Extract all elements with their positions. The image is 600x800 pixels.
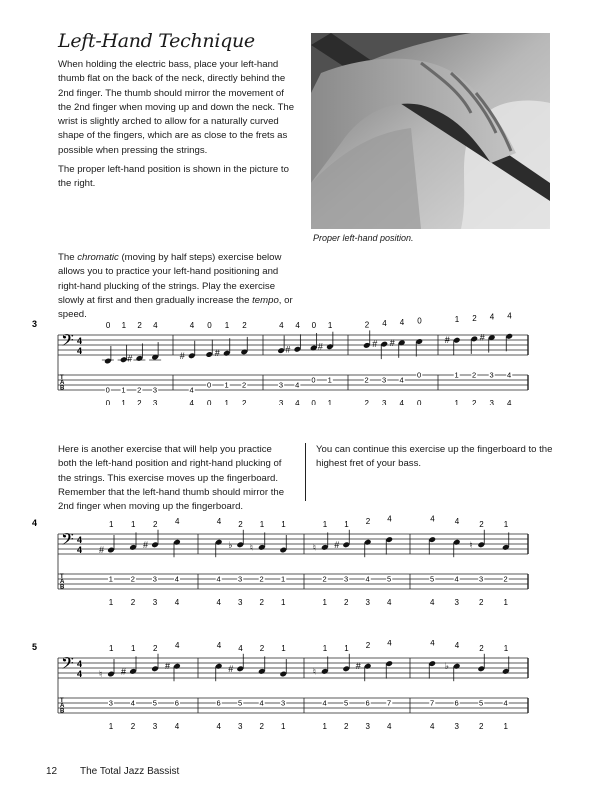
tab-fret-number: 4 (322, 698, 327, 708)
below-tab-number: 1 (280, 722, 286, 731)
photo-caption: Proper left-hand position. (313, 233, 414, 243)
tab-fret-number: 6 (216, 698, 221, 708)
tab-fret-number: 4 (506, 370, 512, 380)
below-tab-number: 1 (322, 722, 327, 731)
accidental: # (179, 350, 185, 361)
fingering-number: 1 (109, 644, 114, 653)
fingering-number: 1 (327, 321, 333, 330)
fingering-number: 4 (399, 317, 405, 327)
below-tab-number: 2 (343, 722, 349, 731)
tab-fret-number: 2 (322, 574, 327, 584)
time-signature-top: 4 (77, 659, 83, 669)
fingering-number: 4 (279, 321, 284, 330)
tab-fret-number: 0 (206, 380, 212, 390)
accidental: # (165, 661, 171, 672)
accidental: ♭ (444, 661, 449, 672)
below-tab-number: 2 (478, 598, 484, 607)
tab-fret-number: 1 (108, 574, 113, 584)
tab-fret-number: 6 (365, 698, 370, 708)
below-tab-number: 0 (206, 399, 212, 405)
accidental: # (228, 663, 234, 674)
tab-fret-number: 4 (216, 574, 221, 584)
fingering-number: 1 (131, 520, 136, 529)
fingering-number: 2 (364, 320, 370, 330)
fingering-number: 4 (175, 641, 180, 651)
tab-fret-number: 3 (152, 574, 157, 584)
below-tab-number: 1 (121, 399, 126, 405)
tab-fret-number: 5 (386, 574, 392, 584)
below-tab-number: 3 (365, 722, 370, 731)
fingering-number: 4 (189, 321, 195, 330)
left-hand-photo (311, 33, 550, 229)
fingering-number: 2 (472, 313, 477, 323)
accidental: # (479, 332, 485, 343)
below-tab-number: 4 (429, 722, 435, 731)
fingering-number: 2 (242, 321, 247, 330)
fingering-number: 2 (153, 519, 158, 529)
tab-letter: A (60, 703, 65, 710)
below-tab-number: 0 (416, 399, 422, 405)
tab-fret-number: 3 (489, 370, 494, 380)
chromatic-middle: (moving by half steps) exercise below allows you to practice your left-hand positioning and right-hand plucking of the strings. Play the exercise slowly at first and then gradually increase the (58, 252, 282, 306)
tab-fret-number: 3 (280, 698, 286, 708)
example-4-notation (0, 508, 600, 618)
below-tab-number: 4 (386, 722, 392, 731)
tab-fret-number: 1 (224, 380, 229, 390)
chromatic-after: , or speed. (58, 294, 293, 321)
tab-letter: A (60, 380, 65, 387)
tab-fret-number: 3 (237, 574, 243, 584)
accidental: ♮ (249, 542, 253, 553)
fingering-number: 4 (216, 641, 222, 651)
section-title: Left-Hand Technique (58, 30, 255, 52)
fingering-number: 4 (454, 517, 460, 527)
fingering-number: 4 (238, 643, 243, 653)
below-tab-number: 2 (471, 399, 477, 405)
tab-fret-number: 1 (327, 375, 332, 385)
fingering-number: 1 (281, 644, 286, 653)
below-tab-number: 1 (108, 598, 114, 607)
fingering-number: 4 (430, 514, 435, 524)
tab-fret-number: 2 (471, 370, 477, 380)
below-tab-number: 4 (386, 598, 392, 607)
fingering-number: 2 (479, 519, 484, 529)
accidental: ♮ (469, 539, 473, 550)
below-tab-number: 2 (130, 722, 136, 731)
fingering-number: 4 (454, 641, 460, 651)
below-tab-number: 1 (108, 722, 114, 731)
tab-fret-number: 4 (454, 574, 459, 584)
below-tab-number: 2 (130, 598, 136, 607)
tab-fret-number: 4 (130, 698, 135, 708)
tab-fret-number: 4 (259, 698, 264, 708)
fingering-number: 4 (153, 321, 158, 330)
tab-fret-number: 5 (478, 698, 484, 708)
below-tab-number: 3 (489, 399, 494, 405)
tab-fret-number: 3 (478, 574, 484, 584)
tab-fret-number: 6 (454, 698, 459, 708)
below-tab-number: 2 (137, 399, 142, 405)
below-tab-number: 3 (237, 598, 243, 607)
accidental: # (389, 337, 395, 348)
accidental: # (444, 335, 450, 346)
example-number: 4 (32, 518, 38, 528)
time-signature-bottom: 4 (77, 346, 83, 356)
column-divider (305, 443, 306, 501)
tab-letter: A (60, 579, 65, 586)
accidental: # (317, 341, 323, 352)
fingering-number: 1 (259, 520, 265, 529)
below-tab-number: 4 (174, 722, 180, 731)
tab-letter: B (60, 385, 65, 392)
below-tab-number: 4 (399, 399, 404, 405)
fingering-number: 1 (344, 519, 349, 529)
tab-fret-number: 2 (364, 375, 369, 385)
fingering-number: 2 (259, 644, 265, 653)
position-note: The proper left-hand position is shown in the picture to the right. (58, 164, 289, 190)
example-3-notation (0, 305, 600, 405)
tab-fret-number: 6 (174, 698, 179, 708)
tab-fret-number: 7 (386, 698, 392, 708)
below-tab-number: 0 (105, 399, 111, 405)
fingering-number: 0 (417, 316, 422, 326)
fingering-number: 1 (109, 520, 114, 529)
fingering-number: 2 (479, 643, 484, 653)
below-tab-number: 3 (454, 598, 459, 607)
fingering-number: 4 (175, 517, 180, 527)
fingering-number: 1 (322, 644, 328, 653)
intro-paragraph: When holding the electric bass, place your left-hand thumb flat on the back of the neck, directly behind the 2nd finger. The thumb should mirror the movement of the 2nd finger when moving up and down the neck. The wrist is slightly arched to allow for a naturally curved shape of the fingers, which are as close to the frets as possible when pressing the strings. (58, 59, 295, 156)
tab-fret-number: 2 (241, 380, 247, 390)
fingering-number: 2 (365, 641, 371, 651)
fingering-number: 1 (344, 643, 349, 653)
fingering-number: 0 (105, 321, 111, 330)
below-tab-number: 2 (259, 598, 264, 607)
fingering-number: 1 (322, 520, 328, 529)
book-title: The Total Jazz Bassist (80, 766, 180, 777)
tab-fret-number: 4 (399, 375, 404, 385)
tab-fret-number: 3 (108, 698, 113, 708)
accidental: # (99, 545, 105, 555)
fingering-number: 1 (454, 315, 460, 325)
bass-clef-icon: 𝄢 (61, 332, 74, 354)
below-tab-number: 4 (189, 399, 194, 405)
tab-fret-number: 3 (343, 574, 349, 584)
below-tab-number: 4 (174, 598, 180, 607)
accidental: ♭ (228, 539, 233, 550)
below-tab-number: 3 (278, 399, 284, 405)
fingering-number: 4 (382, 319, 387, 329)
exercise-paragraph: Here is another exercise that will help you practice both the left-hand position and right-hand plucking of the strings. This exercise moves up the fingerboard. Remember that the left-hand thumb should mirror the 2nd finger when moving up the fingerboard. (58, 444, 285, 513)
fingering-number: 0 (311, 321, 317, 330)
tab-fret-number: 7 (429, 698, 435, 708)
tab-fret-number: 0 (105, 385, 110, 395)
page-number: 12 (46, 766, 58, 777)
tab-letter: T (60, 698, 64, 704)
fingering-number: 4 (216, 517, 222, 527)
bass-clef-icon: 𝄢 (61, 531, 74, 553)
fingering-number: 0 (207, 321, 212, 330)
below-tab-number: 4 (216, 598, 221, 607)
fingering-number: 4 (387, 514, 392, 524)
tab-fret-number: 2 (130, 574, 135, 584)
bass-clef-icon: 𝄢 (61, 655, 74, 677)
fingering-number: 1 (503, 644, 509, 653)
below-tab-number: 1 (327, 399, 333, 405)
below-tab-number: 3 (381, 399, 387, 405)
fingering-number: 4 (430, 640, 435, 648)
fingering-number: 1 (503, 520, 509, 529)
fingering-number: 2 (238, 519, 243, 529)
below-tab-number: 1 (503, 722, 508, 731)
tab-fret-number: 3 (381, 375, 387, 385)
tab-fret-number: 0 (416, 370, 422, 380)
below-tab-number: 4 (216, 722, 221, 731)
tab-fret-number: 4 (174, 574, 179, 584)
tab-fret-number: 5 (429, 574, 435, 584)
tempo-term: tempo (252, 294, 279, 306)
below-tab-number: 4 (429, 598, 435, 607)
below-tab-number: 1 (322, 598, 327, 607)
below-tab-number: 4 (295, 399, 300, 405)
tab-fret-number: 4 (189, 385, 194, 395)
tab-fret-number: 2 (259, 574, 264, 584)
tab-letter: T (60, 574, 64, 580)
below-tab-number: 3 (365, 598, 370, 607)
fingering-number: 2 (153, 643, 158, 653)
tab-fret-number: 2 (137, 385, 142, 395)
accidental: ♮ (312, 666, 316, 677)
below-tab-number: 1 (280, 598, 286, 607)
fingering-number: 1 (224, 321, 230, 330)
tab-fret-number: 5 (237, 698, 243, 708)
tab-fret-number: 4 (295, 380, 300, 390)
tab-fret-number: 0 (311, 375, 316, 385)
tab-fret-number: 4 (503, 698, 508, 708)
tab-fret-number: 3 (278, 380, 283, 390)
time-signature-bottom: 4 (77, 669, 83, 679)
accidental: # (143, 539, 149, 550)
fingering-number: 1 (121, 321, 127, 330)
example-5-notation (0, 640, 600, 750)
tab-fret-number: 1 (280, 574, 286, 584)
below-tab-number: 2 (364, 399, 369, 405)
accidental: # (121, 666, 127, 677)
below-tab-number: 3 (152, 598, 158, 607)
below-tab-number: 3 (152, 722, 158, 731)
below-tab-number: 4 (506, 399, 512, 405)
tab-fret-number: 3 (152, 385, 157, 395)
fingering-number: 2 (137, 321, 142, 330)
fingering-number: 4 (295, 321, 300, 330)
exercise-continue-paragraph: You can continue this exercise up the fingerboard to the highest fret of your bass. (316, 444, 553, 470)
fingering-number: 1 (131, 644, 136, 653)
tab-letter: B (60, 584, 65, 591)
tab-fret-number: 5 (343, 698, 349, 708)
below-tab-number: 2 (259, 722, 264, 731)
below-tab-number: 1 (454, 399, 459, 405)
fingering-number: 2 (365, 517, 371, 527)
tab-fret-number: 2 (503, 574, 508, 584)
below-tab-number: 3 (237, 722, 243, 731)
accidental: # (355, 661, 361, 672)
example-number: 3 (32, 319, 38, 329)
chromatic-term: chromatic (77, 252, 119, 263)
below-tab-number: 1 (224, 399, 229, 405)
tab-fret-number: 1 (121, 385, 126, 395)
below-tab-number: 0 (311, 399, 316, 405)
below-tab-number: 1 (503, 598, 508, 607)
tab-fret-number: 4 (365, 574, 370, 584)
time-signature-top: 4 (77, 535, 83, 545)
below-tab-number: 3 (454, 722, 459, 731)
fingering-number: 4 (507, 311, 512, 321)
accidental: ♮ (99, 669, 103, 679)
below-tab-number: 2 (478, 722, 484, 731)
fingering-number: 4 (387, 640, 392, 648)
accidental: # (127, 353, 133, 364)
tab-letter: T (60, 375, 64, 381)
accidental: # (334, 539, 340, 550)
below-tab-number: 2 (241, 399, 247, 405)
left-hand-photo-image (311, 33, 550, 229)
time-signature-bottom: 4 (77, 545, 83, 555)
tab-letter: B (60, 708, 65, 715)
accidental: # (372, 339, 378, 350)
accidental: # (214, 348, 220, 359)
below-tab-number: 3 (152, 399, 158, 405)
fingering-number: 1 (281, 520, 286, 529)
chromatic-before: The (58, 252, 78, 263)
accidental: # (285, 344, 291, 355)
below-tab-number: 2 (343, 598, 349, 607)
time-signature-top: 4 (77, 336, 83, 346)
example-number: 5 (32, 642, 38, 652)
fingering-number: 4 (489, 312, 495, 322)
tab-fret-number: 5 (152, 698, 157, 708)
accidental: ♮ (312, 542, 316, 553)
tab-fret-number: 1 (454, 370, 459, 380)
